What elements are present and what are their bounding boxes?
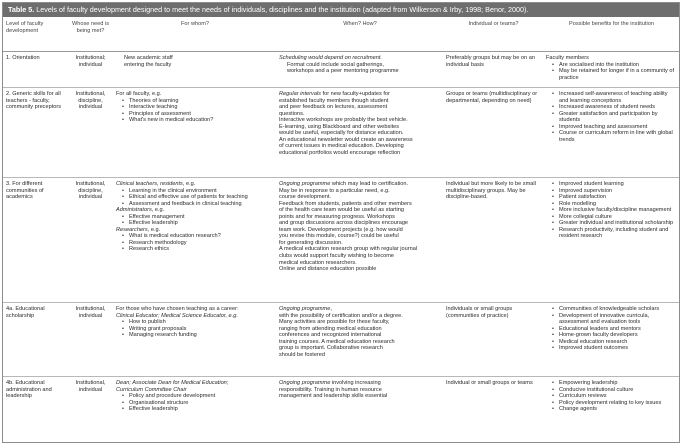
cell-level: 3. For different communities of academics — [3, 178, 67, 303]
benefit-list — [546, 181, 677, 240]
whom-list — [116, 233, 274, 253]
header-level: Level of faculty development — [3, 18, 67, 52]
table-row — [3, 303, 679, 377]
cell-need: Institutional, individual — [67, 303, 113, 377]
whom-item: • How to publish — [129, 319, 274, 326]
how-emphasis: Regular intervals — [279, 91, 321, 97]
how-line: educational portfolios would encourage reflection — [279, 149, 401, 156]
how-line: Online and distance education possible — [279, 266, 377, 273]
how-line: clubs would support faculty wishing to become — [279, 253, 395, 260]
whom-item: • Writing grant proposals — [129, 326, 274, 333]
benefit-item: • Greater satisfaction and participation by students — [559, 111, 677, 124]
how-line: workshops and a peer mentoring programme — [287, 68, 399, 75]
how-line: of current issues in medical education. Developing — [279, 143, 404, 150]
whom-line: For all faculty, e.g. — [116, 91, 162, 97]
table-row — [3, 377, 679, 428]
how-line: training courses. A medical education research — [279, 338, 395, 345]
whom-item: • Managing research funding — [129, 332, 274, 339]
how-line: Ongoing programme which may lead to certification. — [279, 181, 409, 187]
how-line: Format could include social gatherings, — [287, 61, 385, 68]
whom-item: • Ethical and effective use of patients for teaching — [129, 194, 274, 201]
table-row — [3, 88, 679, 178]
whom-item: • Interactive teaching — [129, 104, 274, 111]
cell-how — [276, 52, 443, 88]
benefit-item: • Educational leaders and mentors — [559, 326, 677, 333]
benefit-item: • Curriculum reviews — [559, 393, 677, 400]
cell-how — [276, 178, 443, 303]
benefit-item: • More inclusive faculty/discipline management — [559, 207, 677, 214]
whom-group-head: Clinical teachers, residents, e.g. — [116, 181, 196, 187]
benefit-item: • Are socialised into the institution — [559, 62, 677, 69]
cell-team: Groups or teams (multidisciplinary or departmental, depending on need) — [443, 88, 543, 178]
whom-line: For those who have chosen teaching as a career: — [116, 306, 239, 312]
whom-line: New academic staff — [124, 55, 173, 61]
benefit-item: • Change agents — [559, 406, 677, 413]
how-line: medical education researchers. — [279, 259, 357, 266]
benefit-item: • Development of innovative curricula, assessment and evaluation tools — [559, 313, 677, 326]
how-line: Ongoing programme involving increasing — [279, 380, 381, 386]
benefit-item: • Greater individual and institutional scholarship — [559, 220, 677, 227]
how-line: Regular intervals for new faculty+updates for — [279, 91, 390, 97]
cell-team: Preferably groups but may be on an individual basis — [443, 52, 543, 88]
how-line: E-learning, using Blackboard and other websites — [279, 123, 400, 130]
whom-role: Researchers — [116, 226, 148, 233]
cell-benefits — [543, 52, 679, 88]
cell-how — [276, 303, 443, 377]
how-line: responsibility. Training in human resource — [279, 386, 382, 393]
whom-list — [116, 319, 274, 339]
benefit-item: • Medical education research — [559, 339, 677, 346]
benefit-item: • Home-grown faculty developers — [559, 332, 677, 339]
how-line: ranging from attending medical education — [279, 325, 382, 332]
whom-item: • Assessment and feedback in clinical teaching — [129, 201, 274, 208]
how-line: would be useful, especially for distance education. — [279, 130, 404, 137]
whom-item: • Effective leadership — [129, 406, 274, 413]
whom-item: • Policy and procedure development — [129, 393, 274, 400]
whom-item: • Learning in the clinical environment — [129, 188, 274, 195]
whom-list — [116, 98, 274, 124]
how-line: May be in response to a particular need, e.g. — [279, 187, 390, 194]
cell-level: 4b. Educational administration and leadership — [6, 380, 52, 400]
how-emphasis: Scheduling would depend on recruitment. — [279, 55, 382, 61]
whom-line: entering the faculty — [124, 61, 172, 68]
cell-whom — [113, 52, 276, 88]
whom-item: • Research ethics — [129, 246, 274, 253]
how-line: of the health care team would be useful as starting — [279, 207, 405, 214]
faculty-development-table — [3, 18, 679, 428]
cell-how — [276, 377, 443, 428]
cell-benefits — [543, 303, 679, 377]
how-line: conferences and recognized international — [279, 332, 382, 339]
table-frame — [2, 2, 680, 443]
benefit-item: • May be retained for longer if in a community of practice — [559, 68, 677, 81]
cell-benefits — [543, 88, 679, 178]
whom-role: Clinical Educator; Medical Science Educator, e.g. — [116, 312, 238, 319]
how-emphasis: Ongoing programme — [279, 306, 331, 312]
cell-team: Individual but more likely to be small multidisciplinary groups. May be discipline-based. — [443, 178, 543, 303]
how-line: Feedback from students, patients and other members — [279, 200, 412, 207]
whom-role: Administrators — [116, 207, 152, 214]
whom-item: • Research methodology — [129, 240, 274, 247]
benefit-item: • Improved student outcomes — [559, 345, 677, 352]
cell-team: Individual or small groups or teams — [446, 380, 533, 386]
benefit-item: • More collegial culture — [559, 214, 677, 221]
benefit-list — [546, 91, 677, 143]
cell-whom — [113, 178, 276, 303]
benefits-head: Faculty members — [546, 55, 589, 61]
how-line: course development. — [279, 194, 331, 201]
whom-item: • Theories of learning — [129, 98, 274, 105]
header-need: Whose need is being met? — [67, 18, 113, 52]
benefit-item: • Role modelling — [559, 201, 677, 208]
benefit-list — [546, 62, 677, 82]
header-how: When? How? — [276, 18, 443, 52]
how-line: established faculty members though student — [279, 97, 389, 104]
benefit-list — [546, 380, 677, 413]
cell-team: Individuals or small groups (communities of practice) — [443, 303, 543, 377]
table-caption — [3, 3, 679, 17]
cell-need: Institutional, discipline, individual — [67, 178, 113, 303]
whom-role: Dean; Associate Dean for Medical Education; — [116, 380, 229, 386]
whom-item: • What is medical education research? — [129, 233, 274, 240]
whom-item: • Organisational structure — [129, 400, 274, 407]
caption-label: Table 5. — [8, 5, 35, 14]
whom-item: • Effective leadership — [129, 220, 274, 227]
cell-whom — [113, 88, 276, 178]
cell-need: Institutional, individual — [75, 380, 106, 393]
how-line: should be fostered — [279, 351, 326, 358]
benefit-item: • Conducive institutional culture — [559, 387, 677, 394]
whom-group-head: Researchers, e.g. — [116, 226, 161, 233]
how-line: Interactive workshops are probably the best vehicle. — [279, 117, 408, 124]
how-line: A medical education research group with regular journal — [279, 246, 418, 253]
how-line: and group discussions across disciplines encourage — [279, 220, 409, 227]
whom-list — [116, 214, 274, 227]
table-row — [3, 52, 679, 88]
benefit-item: • Patient satisfaction — [559, 194, 677, 201]
how-line: team work. Development projects (e.g. how would — [279, 226, 403, 233]
how-line: group is important. Collaborative research — [279, 345, 383, 352]
cell-level: 4a. Educational scholarship — [3, 303, 67, 377]
cell-benefits — [543, 377, 679, 428]
benefit-item: • Course or curriculum reform in line with global trends — [559, 130, 677, 143]
cell-level: 1. Orientation — [3, 52, 67, 88]
cell-benefits — [543, 178, 679, 303]
how-line: with the possibility of certification and/or a degree. — [279, 312, 403, 319]
whom-item: • Effective management — [129, 214, 274, 221]
how-line: and peer feedback on lectures, assessment — [279, 104, 388, 111]
how-emphasis: Ongoing programme — [279, 380, 331, 386]
header-whom: For whom? — [113, 18, 276, 52]
how-line: points and for measuring progress. Workshops — [279, 213, 395, 220]
how-emphasis: Ongoing programme — [279, 181, 331, 187]
whom-list — [116, 188, 274, 208]
whom-role: Clinical teachers, residents — [116, 181, 183, 187]
how-line: you revise this module, course?) could be useful — [279, 233, 399, 240]
benefit-item: • Communities of knowledgeable scholars — [559, 306, 677, 313]
how-line: management and leadership skills essential — [279, 393, 388, 400]
benefit-item: • Empowering leadership — [559, 380, 677, 387]
cell-need: Institutional, discipline, individual — [67, 88, 113, 178]
benefit-item: • Policy development relating to key issues — [559, 400, 677, 407]
benefit-item: • Improved teaching and assessment — [559, 124, 677, 131]
benefit-item: • Research productivity, including student and resident research — [559, 227, 677, 240]
whom-group-head: Administrators, e.g. — [116, 207, 165, 214]
cell-level: 2. Generic skills for all teachers - faculty, community preceptors — [3, 88, 67, 178]
cell-need: Institutional; individual — [67, 52, 113, 88]
benefit-item: • Increased awareness of student needs — [559, 104, 677, 111]
how-line: An educational newsletter would create an awareness — [279, 136, 413, 143]
how-line: for generating discussion. — [279, 239, 343, 246]
how-line: Ongoing programme, — [279, 306, 332, 312]
table-row — [3, 178, 679, 303]
benefit-list — [546, 306, 677, 352]
whom-item: • What's new in medical education? — [129, 117, 274, 124]
header-row — [3, 18, 679, 52]
benefit-item: • Improved student learning — [559, 181, 677, 188]
whom-role: Curriculum Committee Chair — [116, 386, 187, 393]
cell-whom — [113, 303, 276, 377]
benefit-item: • Improved supervision — [559, 188, 677, 195]
header-benefits: Possible benefits for the institution — [543, 18, 679, 52]
header-team: Individual or teams? — [443, 18, 543, 52]
whom-item: • Principles of assessment — [129, 111, 274, 118]
how-line: questions. — [279, 110, 305, 117]
cell-whom — [113, 377, 276, 428]
benefit-item: • Increased self-awareness of teaching ability and learning conceptions — [559, 91, 677, 104]
caption-text: Levels of faculty development designed to meet the needs of individuals, disciplines and the institution (adapted from Wilkerson & Irby, 1998; Benor, 2000). — [36, 5, 529, 14]
cell-how — [276, 88, 443, 178]
how-line: Many activities are possible for these faculty, — [279, 319, 390, 326]
whom-list — [116, 393, 274, 413]
